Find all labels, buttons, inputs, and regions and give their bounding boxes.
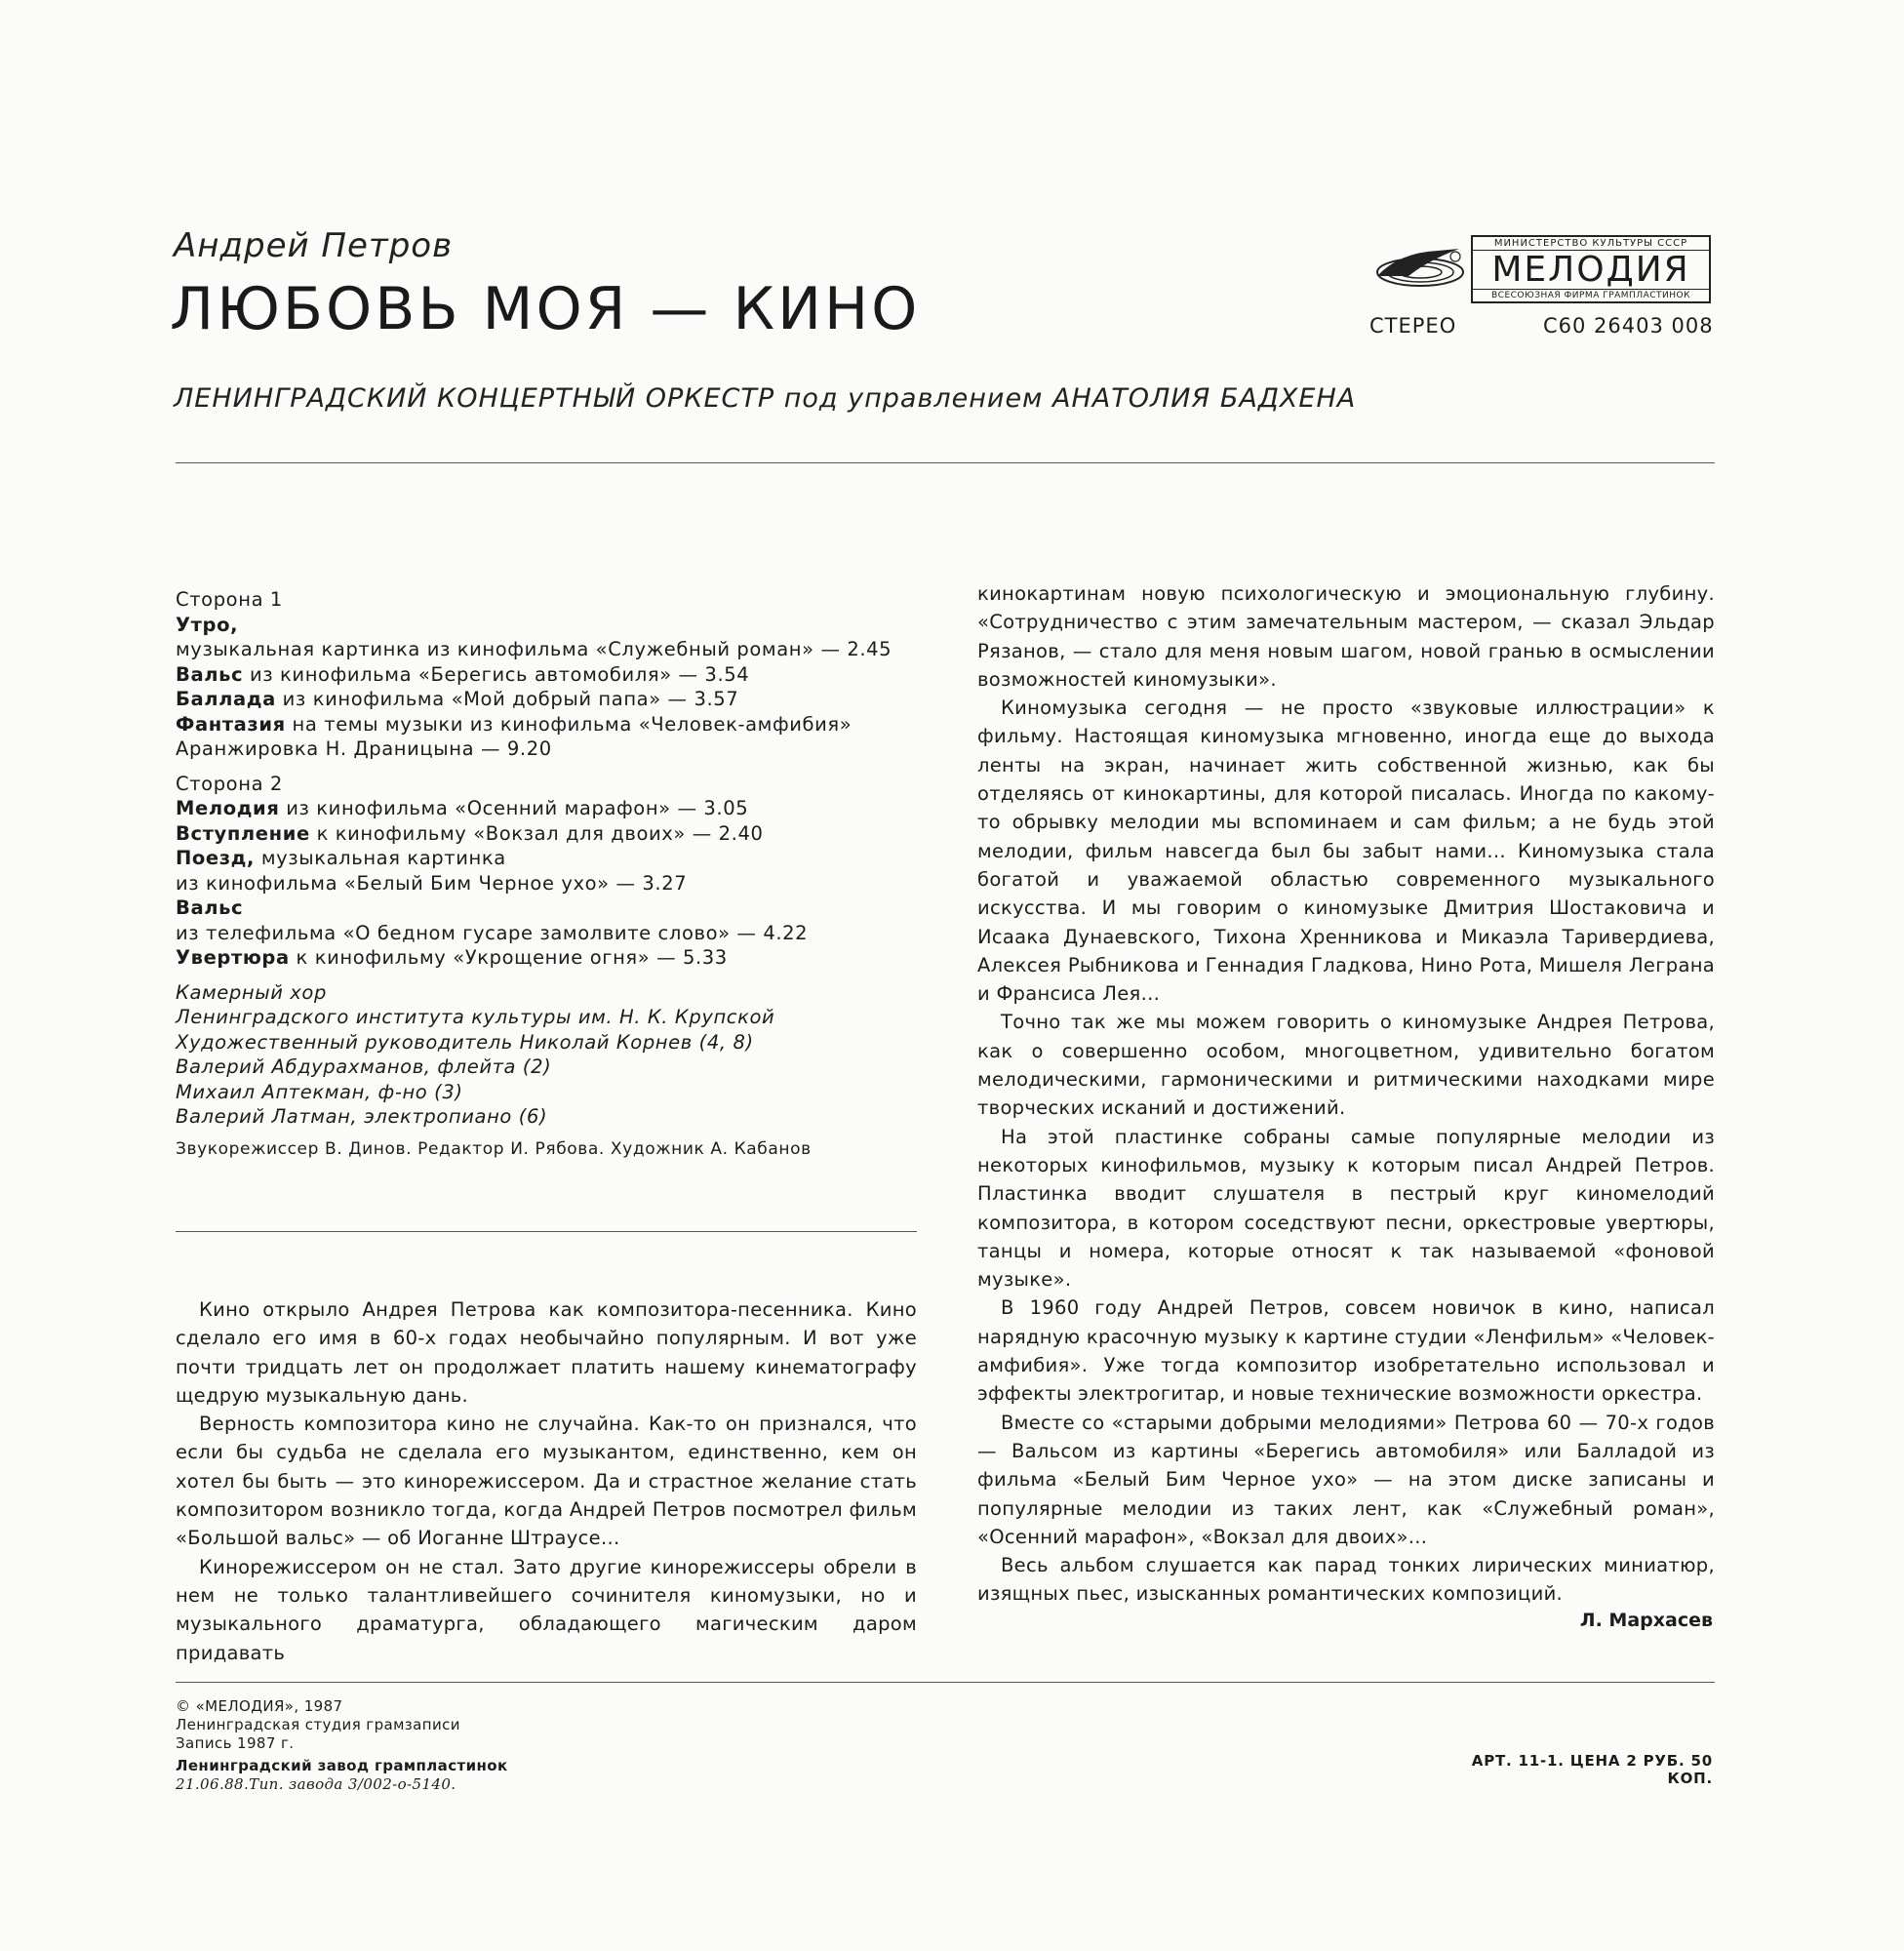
paragraph: Киномузыка сегодня — не просто «звуковые иллюстрации» к фильму. Настоящая киномузыка мгновенно, иногда еще до выхода ленты на экран, начинает жить собственной жизнью, как бы отделяясь от кинокартины, для которой писалась. Иногда по какому-то обрывку мелодии мы вспоминаем и сам фильм; а не будь этой мелодии, фильм навсегда был бы забыт нами... Киномузыка стала богатой и уважаемой областью современного музыкального искусства. И мы говорим о киномузыке Дмитрия Шостаковича и Исаака Дунаевского, Тихона Хренникова и Микаэла Таривердиева, Алексея Рыбникова и Геннадия Гладкова, Нино Рота, Мишеля Леграна и Франсиса Лея... xyxy=(977,697,1715,1006)
author-signature: Л. Мархасев xyxy=(1579,1610,1713,1631)
stereo-label: СТЕРЕО xyxy=(1369,314,1457,338)
performer-line: Ленинградского института культуры им. Н. К. Крупской xyxy=(176,1006,775,1028)
logo-frame xyxy=(1471,235,1711,303)
track-desc: из кинофильма «Мой добрый папа» — 3.57 xyxy=(275,688,739,710)
paragraph: Кинорежиссером он не стал. Зато другие кинорежиссеры обрели в нем не только талантливейшего сочинителя киномузыки, но и музыкального драматурга, обладающего магическим даром придавать xyxy=(176,1555,917,1664)
track-7-source: из кинофильма «Белый Бим Черное ухо» — 3.27 xyxy=(176,871,688,895)
track-4-arranger: Аранжировка Н. Драницына — 9.20 xyxy=(176,737,552,760)
track-5 xyxy=(176,796,917,821)
track-name: Поезд, xyxy=(176,847,256,869)
track-8-source: из телефильма «О бедном гусаре замолвите слово» — 4.22 xyxy=(176,921,809,944)
track-desc: из кинофильма «Осенний марафон» — 3.05 xyxy=(279,797,749,819)
plant-line: Ленинградский завод грампластинок xyxy=(176,1757,508,1774)
disc-emblem-icon xyxy=(1369,243,1467,296)
track-name: Мелодия xyxy=(176,797,280,819)
recorded-line: Запись 1987 г. xyxy=(176,1734,295,1752)
track-desc: на темы музыки из кинофильма «Человек-амфибия» xyxy=(285,712,853,736)
track-name: Баллада xyxy=(176,688,276,710)
performer-line: Валерий Латман, электропиано (6) xyxy=(176,1105,548,1128)
album-title: ЛЮБОВЬ МОЯ — КИНО xyxy=(170,275,921,343)
studio-line: Ленинградская студия грамзаписи xyxy=(176,1716,460,1733)
composer-name: Андрей Петров xyxy=(174,226,454,265)
side-1-title: Сторона 1 xyxy=(176,588,283,611)
production-credits: Звукорежиссер В. Динов. Редактор И. Рябова. Художник А. Кабанов xyxy=(176,1138,812,1159)
track-desc: к кинофильму «Вокзал для двоих» — 2.40 xyxy=(309,821,764,845)
tracklist-divider xyxy=(176,1231,917,1232)
performer-line: Валерий Абдурахманов, флейта (2) xyxy=(176,1055,552,1078)
track-name: Вальс xyxy=(176,662,244,686)
track-2 xyxy=(176,662,917,688)
print-line: 21.06.88.Тип. завода 3/002-о-5140. xyxy=(176,1775,456,1793)
track-1 xyxy=(176,613,917,638)
track-4 xyxy=(176,712,917,737)
brand-text: МЕЛОДИЯ xyxy=(1491,250,1690,290)
price-line: АРТ. 11-1. ЦЕНА 2 РУБ. 50 КОП. xyxy=(1471,1752,1713,1787)
paragraph: Вместе со «старыми добрыми мелодиями» Петрова 60 — 70-х годов — Вальсом из картины «Берегись автомобиля» или Балладой из фильма «Белый Бим Черное ухо» — на этом диске записаны и популярные мелодии из таких лент, как «Служебный роман», «Осенний марафон», «Вокзал для двоих»... xyxy=(977,1411,1715,1548)
track-name: Утро, xyxy=(176,613,239,636)
track-name: Фантазия xyxy=(176,712,286,736)
performer-line: Камерный хор xyxy=(176,980,327,1004)
performer-line: Михаил Аптекман, ф-но (3) xyxy=(176,1080,463,1103)
ministry-text: МИНИСТЕРСТВО КУЛЬТУРЫ СССР xyxy=(1473,238,1709,251)
track-9 xyxy=(176,945,917,971)
footer-imprint xyxy=(176,1697,508,1794)
track-desc: из кинофильма «Берегись автомобиля» — 3.54 xyxy=(243,662,750,686)
track-6 xyxy=(176,821,917,847)
paragraph: В 1960 году Андрей Петров, совсем новичок в кино, написал нарядную красочную музыку к картине студии «Ленфильм» «Человек-амфибия». Уже тогда композитор изобретательно использовал и эффекты электрогитар, и новые технические возможности оркестра. xyxy=(977,1296,1715,1406)
liner-notes-column-1 xyxy=(176,1295,917,1667)
tracklist xyxy=(176,587,917,1162)
track-desc: музыкальная картинка xyxy=(255,847,506,869)
top-divider xyxy=(176,462,1715,463)
track-name: Увертюра xyxy=(176,946,290,969)
orchestra-line: ЛЕНИНГРАДСКИЙ КОНЦЕРТНЫЙ ОРКЕСТР под управлением АНАТОЛИЯ БАДХЕНА xyxy=(174,383,1357,414)
catalog-number: С60 26403 008 xyxy=(1543,314,1714,338)
copyright-line: © «МЕЛОДИЯ», 1987 xyxy=(176,1697,343,1715)
bottom-divider xyxy=(176,1682,1715,1683)
liner-notes-column-2 xyxy=(977,579,1715,1609)
paragraph: Верность композитора кино не случайна. Как-то он признался, что если бы судьба не сделала его музыкантом, единственно, кем он хотел бы быть — это кинорежиссером. Да и страстное желание стать композитором возникло тогда, когда Андрей Петров посмотрел фильм «Большой вальс» — об Иоганне Штраусе... xyxy=(176,1413,917,1550)
melodiya-logo xyxy=(1369,235,1711,303)
firm-text: ВСЕСОЮЗНАЯ ФИРМА ГРАМПЛАСТИНОК xyxy=(1473,289,1709,300)
paragraph: Кино открыло Андрея Петрова как композитора-песенника. Кино сделало его имя в 60-х годах необычайно популярным. И вот уже почти тридцать лет он продолжает платить нашему кинематографу щедрую музыкальную дань. xyxy=(176,1298,917,1407)
track-desc: к кинофильму «Укрощение огня» — 5.33 xyxy=(289,946,728,969)
paragraph: Точно так же мы можем говорить о киномузыке Андрея Петрова, как о совершенно особом, многоцветном, удивительно богатом мелодическими, гармоническими и ритмическими находками мире творческих исканий и достижений. xyxy=(977,1011,1715,1120)
track-1-desc: музыкальная картинка из кинофильма «Служебный роман» — 2.45 xyxy=(176,638,892,660)
track-name: Вальс xyxy=(176,896,244,919)
performer-line: Художественный руководитель Николай Корнев (4, 8) xyxy=(176,1030,754,1054)
track-3 xyxy=(176,687,917,712)
track-name: Вступление xyxy=(176,821,310,845)
track-7 xyxy=(176,846,917,871)
track-8 xyxy=(176,896,917,921)
paragraph: кинокартинам новую психологическую и эмоциональную глубину. «Сотрудничество с этим замечательным мастером, — сказал Эльдар Рязанов, — стало для меня новым шагом, новой гранью в осмыслении возможностей киномузыки». xyxy=(977,582,1715,691)
paragraph: Весь альбом слушается как парад тонких лирических миниатюр, изящных пьес, изысканных романтических композиций. xyxy=(977,1554,1715,1606)
side-2-title: Сторона 2 xyxy=(176,772,283,795)
paragraph: На этой пластинке собраны самые популярные мелодии из некоторых кинофильмов, музыку к которым писал Андрей Петров. Пластинка вводит слушателя в пестрый круг киномелодий композитора, в котором соседствуют песни, оркестровые увертюры, танцы и номера, которые относят к так называемой «фоновой музыке». xyxy=(977,1125,1715,1292)
